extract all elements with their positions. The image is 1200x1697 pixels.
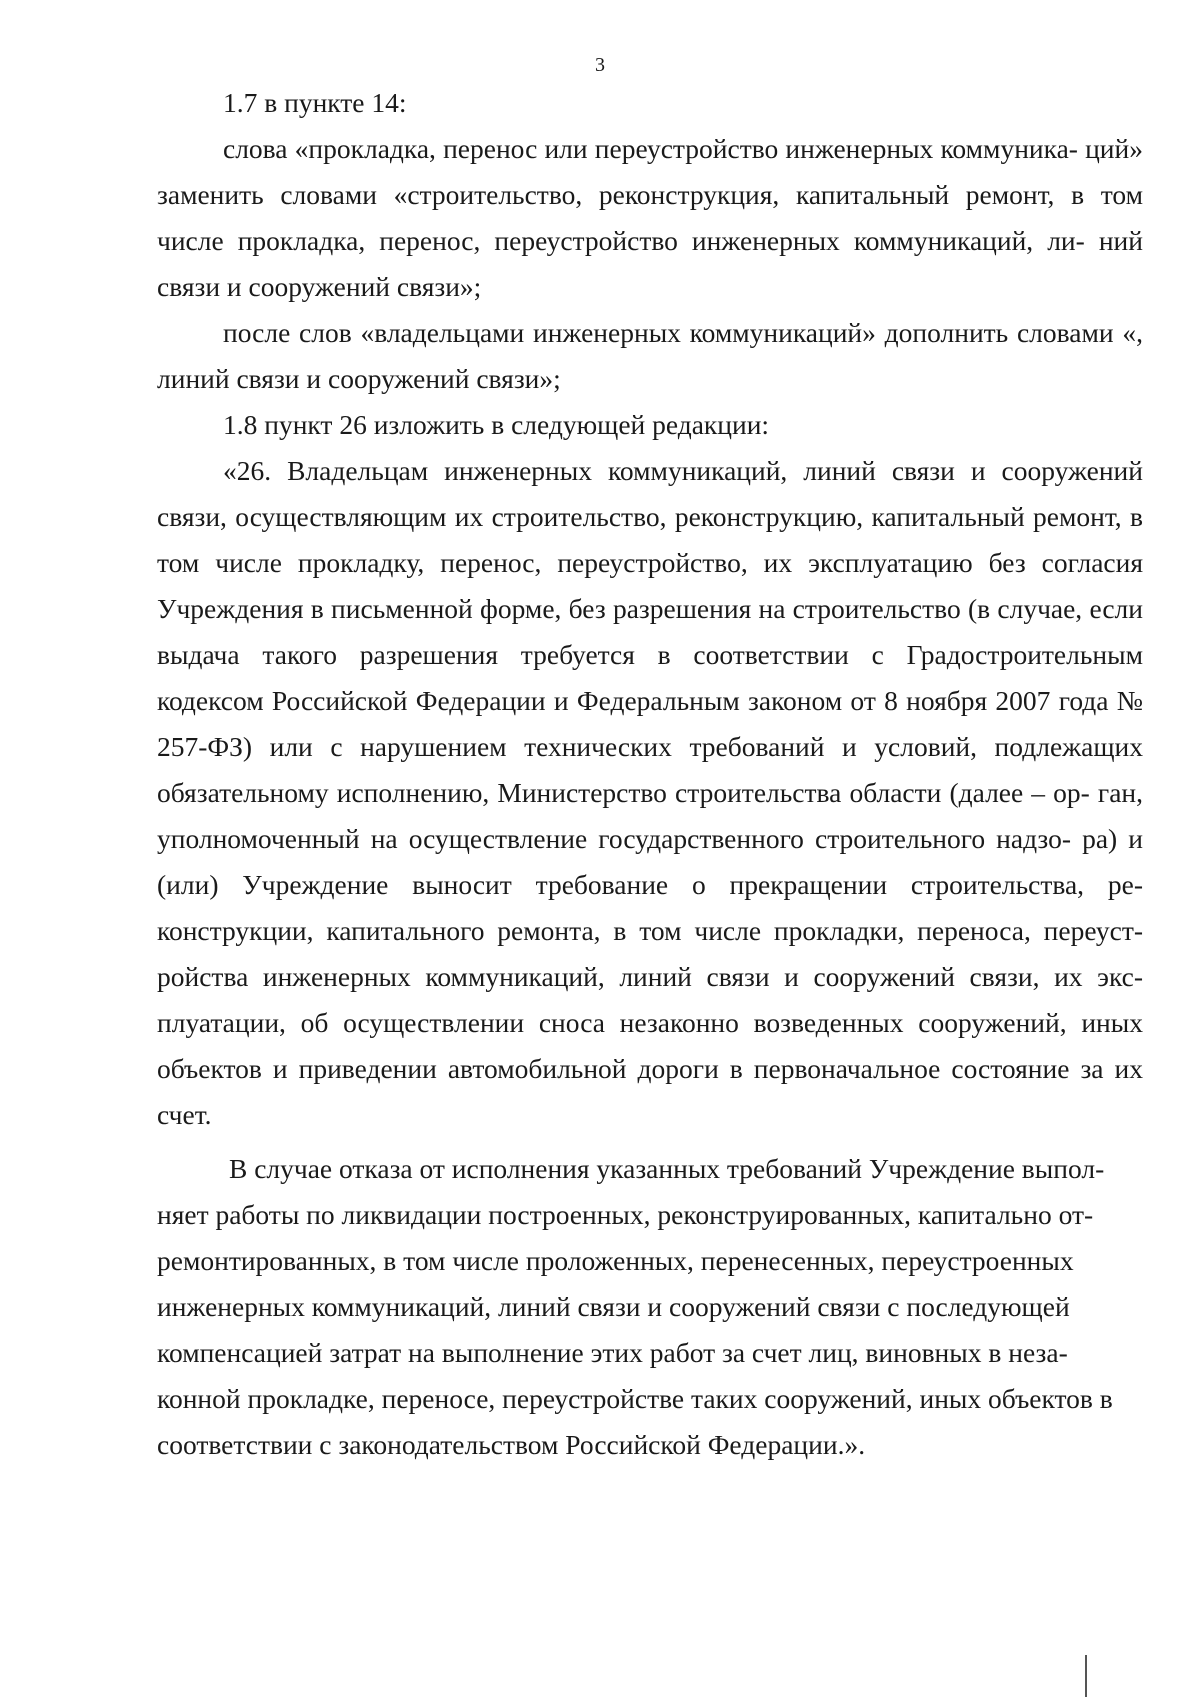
paragraph-replace-words: слова «прокладка, перенос или переустройство инженерных коммуника- ций» заменить словами «строительство, реконструкция, капитальный ремонт, в том числе прокладка, перенос, переустройство инженерных коммуникаций, ли- ний связи и сооружений связи»; [157, 133, 1143, 302]
paragraph-item-26: «26. Владельцам инженерных коммуникаций, линий связи и сооружений связи, осуществляющим их строительство, реконструкцию, капитальный ремонт, в том числе прокладку, перенос, переустройство, их эксплуатацию без согласия Учреждения в письменной форме, без разрешения на строительство (в случае, если выдача такого разрешения требуется в соответствии с Градостроительным кодексом Российской Федерации и Федеральным законом от 8 ноября 2007 года № 257-ФЗ) или с нарушением технических требований и условий, подлежащих обязательному исполнению, Министерство строительства области (далее – ор- ган, уполномоченный на осуществление государственного строительного надзо- ра) и (или) Учреждение выносит требование о прекращении строительства, ре- конструкции, капитального ремонта, в том числе прокладки, переноса, переуст- ройства инженерных коммуникаций, линий связи и сооружений связи, их экс- плуатации, об осуществлении сноса незаконно возведенных сооружений, иных объектов и приведении автомобильной дороги в первоначальное состояние за их счет. [157, 455, 1143, 1130]
page-number: 3 [595, 54, 605, 76]
paragraph-refusal-case: В случае отказа от исполнения указанных требований Учреждение выпол- няет работы по ликвидации построенных, реконструированных, капитально от- ремонтированных, в том числе проложенных, перенесенных, переустроенных инженерных коммуникаций, линий связи и сооружений связи с последующей компенсацией затрат на выполнение этих работ за счет лиц, виновных в неза- конной прокладке, переносе, переустройстве таких сооружений, иных объектов в соответствии с законодательством Российской Федерации.». [157, 1153, 1113, 1460]
scan-mark [1085, 1655, 1087, 1697]
document-body [157, 80, 1143, 1468]
paragraph-add-words: после слов «владельцами инженерных коммуникаций» дополнить словами «, линий связи и сооружений связи»; [157, 317, 1143, 394]
paragraph-1-8: 1.8 пункт 26 изложить в следующей редакции: [223, 409, 770, 440]
paragraph-1-7: 1.7 в пункте 14: [223, 87, 407, 118]
